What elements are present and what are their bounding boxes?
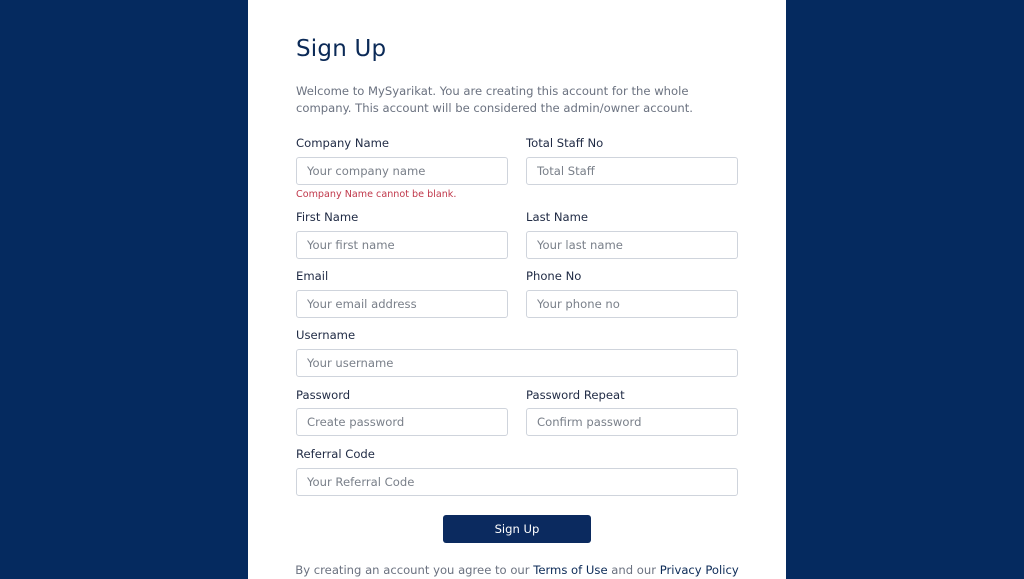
password-input[interactable] — [296, 408, 508, 436]
terms-of-use-link[interactable]: Terms of Use — [533, 563, 608, 577]
phone-label: Phone No — [526, 269, 582, 283]
page-title: Sign Up — [296, 36, 387, 62]
company-name-input[interactable] — [296, 157, 508, 185]
sign-up-button[interactable]: Sign Up — [443, 515, 591, 543]
last-name-label: Last Name — [526, 210, 589, 224]
username-input[interactable] — [296, 349, 738, 377]
terms-middle: and our — [611, 563, 656, 577]
signup-card — [248, 0, 786, 579]
first-name-label: First Name — [296, 210, 359, 224]
total-staff-input[interactable] — [526, 157, 738, 185]
company-name-label: Company Name — [296, 136, 390, 150]
terms-prefix: By creating an account you agree to our — [295, 563, 530, 577]
username-label: Username — [296, 328, 356, 342]
phone-input[interactable] — [526, 290, 738, 318]
privacy-policy-link[interactable]: Privacy Policy — [659, 563, 739, 577]
intro-text: Welcome to MySyarikat. You are creating this account for the whole company. This account will be considered the admin/owner account. — [296, 84, 693, 115]
referral-code-input[interactable] — [296, 468, 738, 496]
company-name-error: Company Name cannot be blank. — [296, 189, 457, 200]
first-name-input[interactable] — [296, 231, 508, 259]
terms-notice — [248, 563, 786, 577]
referral-code-label: Referral Code — [296, 447, 375, 461]
total-staff-label: Total Staff No — [526, 136, 604, 150]
password-label: Password — [296, 388, 351, 402]
email-input[interactable] — [296, 290, 508, 318]
password-repeat-label: Password Repeat — [526, 388, 625, 402]
last-name-input[interactable] — [526, 231, 738, 259]
password-repeat-input[interactable] — [526, 408, 738, 436]
email-label: Email — [296, 269, 329, 283]
